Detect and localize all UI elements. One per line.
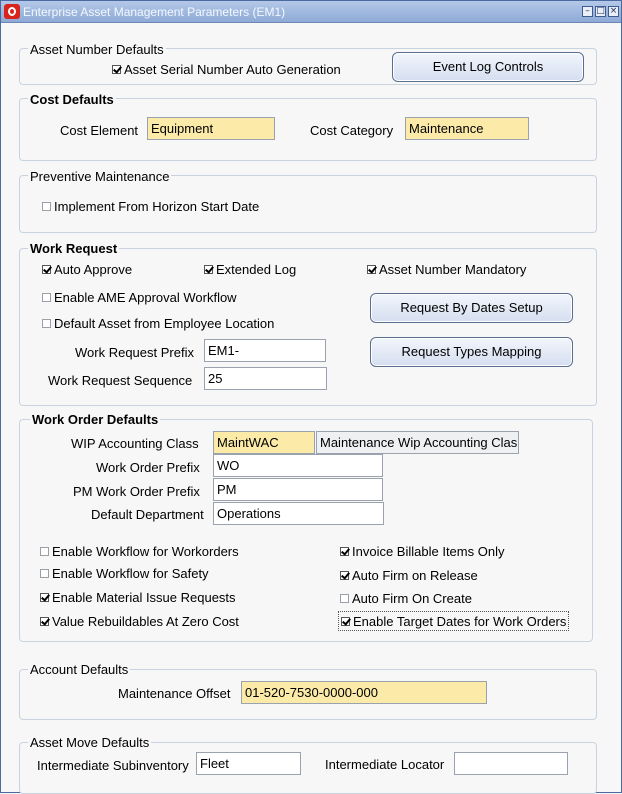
checkbox-icon: [340, 547, 349, 556]
checkbox-label: Value Rebuildables At Zero Cost: [52, 614, 239, 629]
workflow-workorders-checkbox[interactable]: [40, 544, 239, 560]
work-order-prefix-field[interactable]: WO: [213, 454, 383, 477]
checkbox-label: Auto Firm on Release: [352, 568, 478, 583]
checkbox-icon: [204, 265, 213, 274]
work-order-defaults-title: Work Order Defaults: [32, 412, 159, 427]
request-by-dates-setup-button[interactable]: Request By Dates Setup: [370, 293, 573, 323]
checkbox-label: Extended Log: [216, 262, 297, 277]
invoice-billable-checkbox[interactable]: [340, 544, 504, 560]
request-types-mapping-button[interactable]: Request Types Mapping: [370, 337, 573, 367]
checkbox-icon: [341, 617, 350, 626]
default-department-field[interactable]: Operations: [213, 502, 384, 525]
checkbox-icon: [340, 594, 349, 603]
checkbox-icon: [340, 571, 349, 580]
wip-accounting-class-field[interactable]: MaintWAC: [213, 431, 315, 454]
checkbox-icon: [40, 617, 49, 626]
checkbox-label: Auto Approve: [54, 262, 133, 277]
pm-work-order-prefix-field[interactable]: PM: [213, 478, 383, 501]
asset-move-defaults-title: Asset Move Defaults: [30, 735, 150, 750]
ame-approval-workflow-checkbox[interactable]: [42, 290, 237, 306]
checkbox-label: Asset Serial Number Auto Generation: [124, 62, 341, 77]
intermediate-subinventory-label: Intermediate Subinventory: [37, 758, 189, 773]
wip-accounting-class-label: WIP Accounting Class: [71, 436, 199, 451]
checkbox-icon: [367, 265, 376, 274]
work-request-prefix-label: Work Request Prefix: [75, 345, 194, 360]
event-log-controls-button[interactable]: Event Log Controls: [392, 52, 584, 82]
checkbox-icon: [112, 65, 121, 74]
intermediate-locator-field[interactable]: [454, 752, 568, 775]
default-asset-location-checkbox[interactable]: [42, 316, 274, 332]
checkbox-label: Auto Firm On Create: [352, 591, 472, 606]
value-rebuildables-checkbox[interactable]: [40, 614, 239, 630]
checkbox-label: Enable Material Issue Requests: [52, 590, 236, 605]
minimize-icon[interactable]: –: [582, 6, 593, 17]
checkbox-icon: [42, 293, 51, 302]
checkbox-icon: [42, 202, 51, 211]
work-order-prefix-label: Work Order Prefix: [96, 460, 200, 475]
checkbox-label: Invoice Billable Items Only: [352, 544, 505, 559]
cost-element-field[interactable]: Equipment: [147, 117, 275, 140]
work-request-title: Work Request: [30, 241, 118, 256]
checkbox-label: Enable Workflow for Safety: [52, 566, 209, 581]
workflow-safety-checkbox[interactable]: [40, 566, 209, 582]
auto-approve-checkbox[interactable]: [42, 262, 132, 278]
checkbox-label: Asset Number Mandatory: [379, 262, 527, 277]
maintenance-offset-label: Maintenance Offset: [118, 686, 231, 701]
cost-category-label: Cost Category: [310, 123, 394, 138]
checkbox-icon: [42, 319, 51, 328]
asset-number-defaults-title: Asset Number Defaults: [30, 42, 164, 57]
checkbox-icon: [40, 547, 49, 556]
preventive-maintenance-title: Preventive Maintenance: [30, 169, 170, 184]
default-department-label: Default Department: [91, 507, 204, 522]
maintenance-offset-field[interactable]: 01-520-7530-0000-000: [241, 681, 487, 704]
maximize-icon[interactable]: □: [596, 6, 605, 16]
pm-work-order-prefix-label: PM Work Order Prefix: [73, 484, 200, 499]
cost-element-label: Cost Element: [60, 123, 139, 138]
wip-accounting-class-description: Maintenance Wip Accounting Clas: [316, 431, 519, 454]
account-defaults-title: Account Defaults: [30, 662, 129, 677]
checkbox-label: Enable AME Approval Workflow: [54, 290, 237, 305]
checkbox-label: Default Asset from Employee Location: [54, 316, 275, 331]
checkbox-icon: [42, 265, 51, 274]
checkbox-icon: [40, 593, 49, 602]
intermediate-subinventory-field[interactable]: Fleet: [196, 752, 301, 775]
implement-horizon-checkbox[interactable]: [42, 199, 259, 215]
extended-log-checkbox[interactable]: [204, 262, 296, 278]
asset-number-mandatory-checkbox[interactable]: [367, 262, 526, 278]
work-request-sequence-field[interactable]: 25: [204, 367, 327, 390]
checkbox-icon: [40, 569, 49, 578]
work-request-prefix-field[interactable]: EM1-: [204, 339, 326, 362]
checkbox-label: Enable Workflow for Workorders: [52, 544, 239, 559]
intermediate-locator-label: Intermediate Locator: [325, 757, 445, 772]
window-title: Enterprise Asset Management Parameters (EM1): [23, 5, 286, 19]
cost-defaults-title: Cost Defaults: [30, 92, 114, 107]
cost-category-field[interactable]: Maintenance: [405, 117, 529, 140]
title-bar: [1, 1, 621, 23]
auto-firm-release-checkbox[interactable]: [340, 568, 478, 584]
material-issue-requests-checkbox[interactable]: [40, 590, 236, 606]
checkbox-label: Enable Target Dates for Work Orders: [353, 614, 567, 629]
target-dates-checkbox[interactable]: [338, 611, 569, 631]
close-icon[interactable]: ×: [609, 6, 618, 16]
auto-firm-create-checkbox[interactable]: [340, 591, 472, 607]
work-request-sequence-label: Work Request Sequence: [48, 373, 193, 388]
asset-serial-auto-gen-checkbox[interactable]: [112, 62, 341, 78]
checkbox-label: Implement From Horizon Start Date: [54, 199, 260, 214]
oracle-app-icon: [4, 4, 20, 19]
